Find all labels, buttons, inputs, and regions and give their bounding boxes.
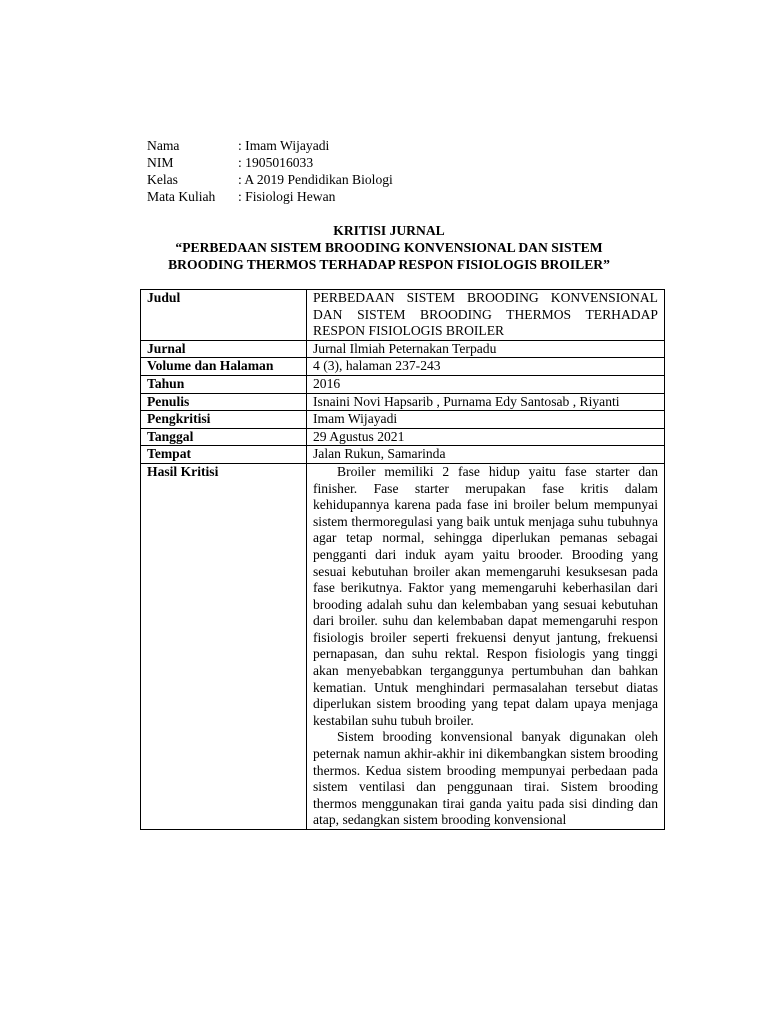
- table-row-volume: [141, 358, 665, 376]
- student-info: [147, 138, 393, 206]
- info-row-kelas: [147, 172, 393, 189]
- table-row-tanggal: [141, 428, 665, 446]
- info-label: Mata Kuliah: [147, 189, 216, 204]
- row-value: Jurnal Ilmiah Peternakan Terpadu: [307, 340, 665, 358]
- row-value: [307, 463, 665, 829]
- info-value: : Fisiologi Hewan: [238, 189, 336, 204]
- table-row-judul: [141, 290, 665, 341]
- row-value: 29 Agustus 2021: [307, 428, 665, 446]
- row-value: 4 (3), halaman 237-243: [307, 358, 665, 376]
- info-value: : A 2019 Pendidikan Biologi: [238, 172, 393, 187]
- row-label: Tempat: [141, 446, 307, 464]
- title-line-1: KRITISI JURNAL: [333, 223, 445, 238]
- document-title: [120, 222, 658, 273]
- info-row-mata-kuliah: [147, 189, 393, 206]
- row-label: Tanggal: [141, 428, 307, 446]
- row-value: PERBEDAAN SISTEM BROODING KONVENSIONAL DAN SISTEM BROODING THERMOS TERHADAP RESPON FISIOLOGIS BROILER: [307, 290, 665, 341]
- info-row-nim: [147, 155, 393, 172]
- row-label: Volume dan Halaman: [141, 358, 307, 376]
- title-line-3: BROODING THERMOS TERHADAP RESPON FISIOLOGIS BROILER”: [168, 257, 610, 272]
- paragraph-1: Broiler memiliki 2 fase hidup yaitu fase starter dan finisher. Fase starter merupakan fase kritis dalam kehidupannya karena pada fase ini broiler belum mempunyai sistem thermoregulasi yang baik untuk menjaga suhu tubuhnya agar tetap normal, sehingga diperlukan pemanas sebagai pengganti dari induk ayam yaitu brooder. Brooding yang sesuai kebutuhan broiler akan memengaruhi kesuksesan pada fase berikutnya. Faktor yang memengaruhi keberhasilan dari brooding adalah suhu dan kelembaban yang sesuai kebutuhan dari broiler. suhu dan kelembaban dapat memengaruhi respon fisiologis broiler seperti frekuensi denyut jantung, frekuensi pernapasan, dan suhu rektal. Respon fisiologis yang tinggi akan menyebabkan terganggunya pertumbuhan dan bahkan kematian. Untuk menghindari permasalahan tersebut diatas diperlukan sistem brooding yang tepat dalam upaya menjaga kestabilan suhu tubuh broiler.: [313, 463, 658, 728]
- info-row-nama: [147, 138, 393, 155]
- title-line-2: “PERBEDAAN SISTEM BROODING KONVENSIONAL DAN SISTEM: [175, 240, 603, 255]
- row-label: Tahun: [141, 375, 307, 393]
- table-row-tahun: [141, 375, 665, 393]
- row-label: Penulis: [141, 393, 307, 411]
- row-label: Pengkritisi: [141, 411, 307, 429]
- critique-table: [140, 289, 665, 830]
- info-label: Nama: [147, 138, 180, 153]
- row-value: Jalan Rukun, Samarinda: [307, 446, 665, 464]
- row-label: Hasil Kritisi: [141, 463, 307, 829]
- row-label: Judul: [141, 290, 307, 341]
- info-label: NIM: [147, 155, 174, 170]
- table-row-pengkritisi: [141, 411, 665, 429]
- table-row-hasil-kritisi: [141, 463, 665, 829]
- table-row-jurnal: [141, 340, 665, 358]
- table-row-tempat: [141, 446, 665, 464]
- info-value: : 1905016033: [238, 155, 314, 170]
- info-value: : Imam Wijayadi: [238, 138, 330, 153]
- row-label: Jurnal: [141, 340, 307, 358]
- table-row-penulis: [141, 393, 665, 411]
- info-label: Kelas: [147, 172, 178, 187]
- row-value: 2016: [307, 375, 665, 393]
- paragraph-2: Sistem brooding konvensional banyak digunakan oleh peternak namun akhir-akhir ini dikembangkan sistem brooding thermos. Kedua sistem brooding mempunyai perbedaan pada sistem ventilasi dan penggunaan tirai. Sistem brooding thermos menggunakan tirai ganda yaitu pada sisi dinding dan atap, sedangkan sistem brooding konvensional: [313, 729, 658, 828]
- row-value: Imam Wijayadi: [307, 411, 665, 429]
- row-value: Isnaini Novi Hapsarib , Purnama Edy Santosab , Riyanti: [307, 393, 665, 411]
